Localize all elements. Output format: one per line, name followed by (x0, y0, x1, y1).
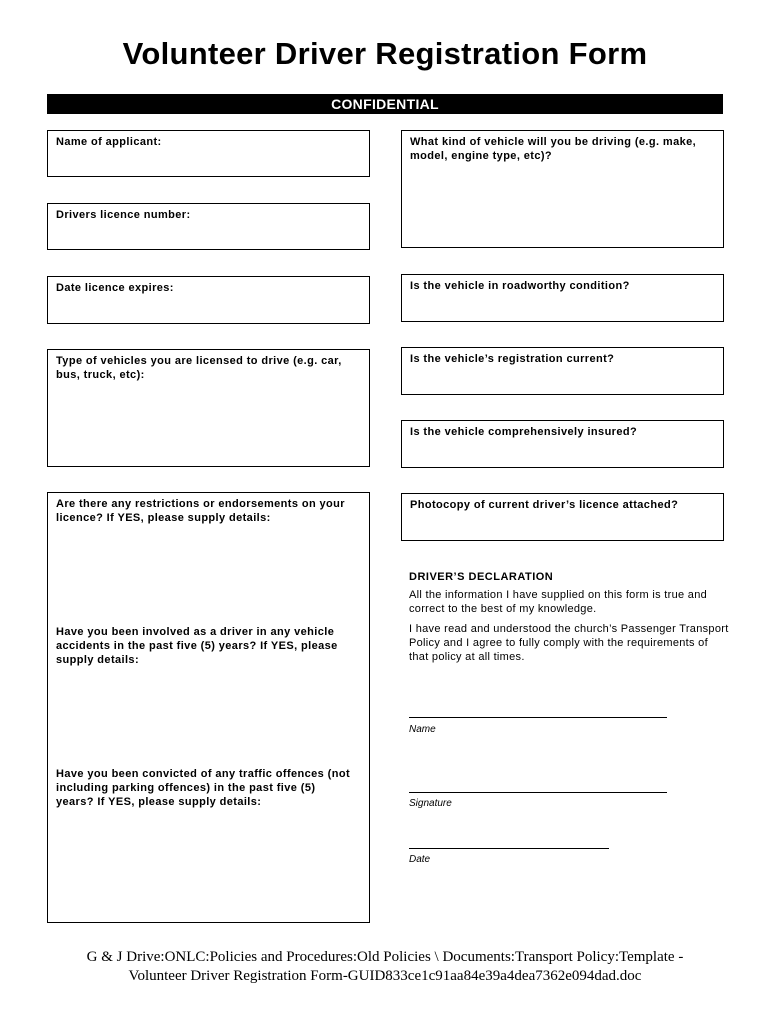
licence-expiry-label: Date licence expires: (56, 282, 174, 294)
licence-copy-label: Photocopy of current driver’s licence attached? (410, 499, 679, 511)
vehicle-kind-label: What kind of vehicle will you be driving (e.g. make, model, engine type, etc)? (410, 136, 697, 162)
applicant-name-label: Name of applicant: (56, 136, 162, 148)
registration-field[interactable] (401, 347, 724, 395)
licence-number-label: Drivers licence number: (56, 209, 191, 221)
form-title: Volunteer Driver Registration Form (122, 36, 648, 71)
name-label: Name (409, 724, 436, 735)
licence-expiry-field[interactable] (47, 276, 370, 324)
vehicle-types-label: Type of vehicles you are licensed to drive (e.g. car, bus, truck, etc): (56, 355, 342, 381)
restrictions-label: Are there any restrictions or endorsements on your licence? If YES, please supply details: (56, 498, 345, 524)
licence-copy-field[interactable] (401, 493, 724, 541)
applicant-name-field[interactable] (47, 130, 370, 177)
declaration-heading: DRIVER’S DECLARATION (409, 571, 554, 583)
vehicle-kind-field[interactable] (401, 130, 724, 248)
insured-field[interactable] (401, 420, 724, 468)
document-path-footer: G & J Drive:ONLC:Policies and Procedures:Old Policies \ Documents:Transport Policy:Template - Volunteer Driver Registration Form-GUID833ce1c91aa84e39a4dea7362e094dad.doc (86, 949, 684, 984)
history-details-field[interactable] (47, 492, 370, 923)
declaration-paragraph-2: I have read and understood the church’s Passenger Transport Policy and I agree to fully comply with the requirements of that policy at all times. (409, 623, 729, 663)
roadworthy-field[interactable] (401, 274, 724, 322)
name-line[interactable] (409, 717, 667, 718)
licence-number-field[interactable] (47, 203, 370, 250)
confidential-banner: CONFIDENTIAL (47, 94, 723, 114)
offences-label: Have you been convicted of any traffic offences (not including parking offences) in the past five (5) years? If YES, please supply details: (56, 768, 351, 808)
registration-label: Is the vehicle’s registration current? (410, 353, 615, 365)
vehicle-types-field[interactable] (47, 349, 370, 467)
roadworthy-label: Is the vehicle in roadworthy condition? (410, 280, 630, 292)
accidents-label: Have you been involved as a driver in any vehicle accidents in the past five (5) years? If YES, please supply details: (56, 626, 338, 666)
declaration-paragraph-1: All the information I have supplied on this form is true and correct to the best of my knowledge. (409, 589, 708, 615)
signature-label: Signature (409, 798, 452, 809)
date-line[interactable] (409, 848, 609, 849)
insured-label: Is the vehicle comprehensively insured? (410, 426, 638, 438)
date-label: Date (409, 854, 431, 865)
signature-line[interactable] (409, 792, 667, 793)
